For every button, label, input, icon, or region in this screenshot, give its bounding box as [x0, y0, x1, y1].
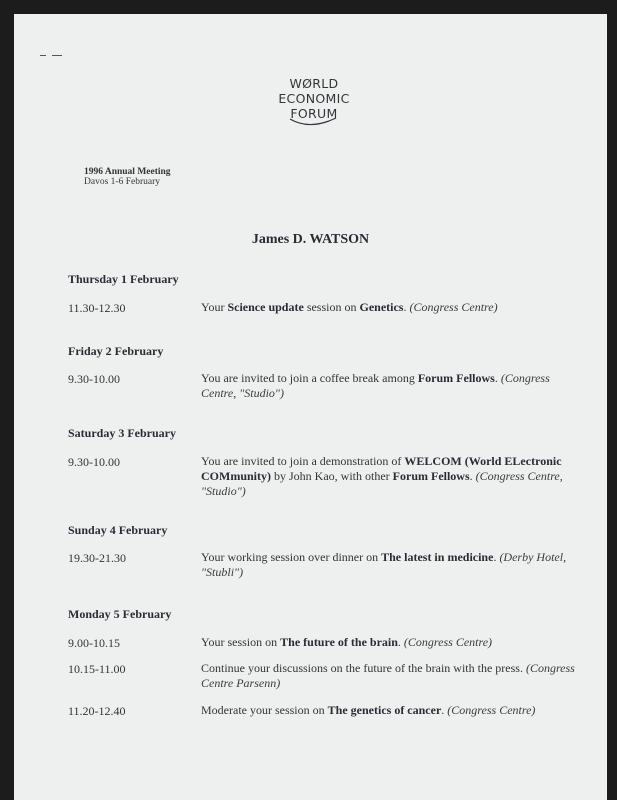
event-description	[201, 300, 581, 315]
meeting-dates: Davos 1-6 February	[84, 177, 160, 187]
text: Your working session over dinner on	[201, 550, 382, 564]
event-time: 19.30-21.30	[68, 551, 126, 565]
text: by John Kao, with other	[271, 469, 393, 483]
day-heading: Thursday 1 February	[68, 272, 179, 286]
logo-line-economic: ECONOMIC	[278, 91, 350, 106]
venue: (Congress Centre, "Studio")	[201, 371, 550, 400]
text: Moderate your session on	[201, 703, 328, 717]
event-description	[201, 454, 581, 499]
person-name: James D. WATSON	[251, 232, 370, 247]
text: Your	[201, 300, 228, 314]
day-heading: Saturday 3 February	[68, 426, 176, 440]
event-time: 11.30-12.30	[68, 301, 126, 315]
bold-term: Science update	[227, 300, 304, 314]
venue: (Congress Centre Parsenn)	[201, 661, 575, 690]
bold-term: Forum Fellows	[392, 469, 470, 483]
scan-mark	[40, 55, 62, 57]
event-description	[201, 635, 581, 650]
event-time: 10.15-11.00	[68, 662, 126, 676]
text: .	[493, 550, 500, 564]
text: You are invited to join a coffee break among	[201, 371, 418, 385]
logo-line-forum: FORUM	[290, 106, 338, 121]
bold-term: WELCOM (World ELectronic COMmunity)	[201, 454, 562, 483]
day-heading: Monday 5 February	[68, 607, 172, 621]
event-time: 9.30-10.00	[68, 455, 120, 469]
text: .	[469, 469, 476, 483]
logo-swoosh-icon	[289, 117, 339, 129]
day-heading: Friday 2 February	[68, 344, 164, 358]
text: .	[494, 371, 501, 385]
venue: (Congress Centre, "Studio")	[201, 469, 563, 498]
event-description	[201, 661, 581, 691]
bold-term: The latest in medicine	[381, 550, 494, 564]
event-time: 11.20-12.40	[68, 704, 126, 718]
day-heading: Sunday 4 February	[68, 523, 168, 537]
text: .	[403, 300, 410, 314]
logo-line-world: WØRLD	[289, 76, 339, 91]
text: You are invited to join a demonstration of	[201, 454, 405, 468]
text: .	[397, 635, 404, 649]
venue: (Derby Hotel, "Stubli")	[201, 550, 567, 579]
bold-term: The future of the brain	[280, 635, 398, 649]
venue: (Congress Centre)	[447, 703, 536, 717]
venue: (Congress Centre)	[403, 635, 493, 649]
text: session on	[303, 300, 360, 314]
event-time: 9.00-10.15	[68, 636, 120, 650]
event-time: 9.30-10.00	[68, 372, 120, 386]
event-description	[201, 371, 581, 401]
document-page	[14, 14, 607, 800]
bold-term: The genetics of cancer	[327, 703, 442, 717]
bold-term: Forum Fellows	[417, 371, 495, 385]
venue: (Congress Centre)	[409, 300, 498, 314]
text: Continue your discussions on the future of the brain with the press.	[201, 661, 526, 675]
event-description	[201, 703, 581, 718]
meeting-info	[84, 167, 171, 187]
text: Your session on	[201, 635, 281, 649]
bold-term: Genetics	[359, 300, 404, 314]
event-description	[201, 550, 581, 580]
meeting-title: 1996 Annual Meeting	[84, 167, 171, 177]
wef-logo	[254, 76, 374, 121]
text: .	[441, 703, 448, 717]
